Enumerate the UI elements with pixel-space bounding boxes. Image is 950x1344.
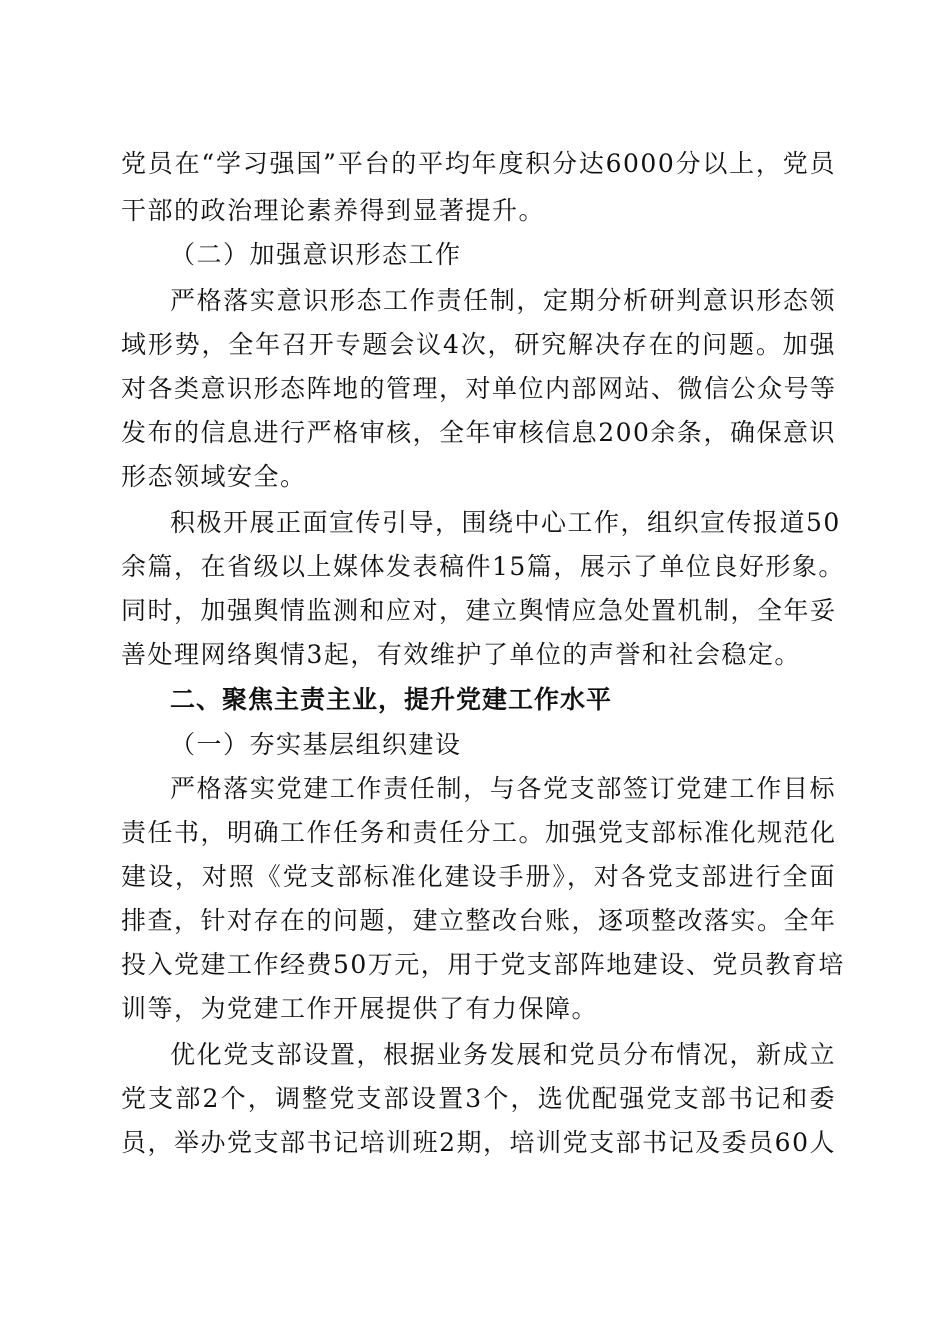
paragraph-line: 域形势，全年召开专题会议4次，研究解决存在的问题。加强 <box>121 330 836 359</box>
paragraph-line: 干部的政治理论素养得到显著提升。 <box>121 196 546 225</box>
paragraph-line: 积极开展正面宣传引导，围绕中心工作，组织宣传报道50 <box>170 508 841 537</box>
paragraph-line: 余篇，在省级以上媒体发表稿件15篇，展示了单位良好形象。 <box>121 552 845 581</box>
paragraph-line: 党支部2个，调整党支部设置3个，选优配强党支部书记和委 <box>121 1084 836 1113</box>
paragraph-line: 同时，加强舆情监测和应对，建立舆情应急处置机制，全年妥 <box>121 596 837 625</box>
paragraph-line: 严格落实党建工作责任制，与各党支部签订党建工作目标 <box>170 774 836 803</box>
paragraph-line: 建设，对照《党支部标准化建设手册》，对各党支部进行全面 <box>121 862 836 891</box>
paragraph-line: 党员在“学习强国”平台的平均年度积分达6000分以上，党员 <box>121 149 836 178</box>
paragraph-line: 对各类意识形态阵地的管理，对单位内部网站、微信公众号等 <box>121 374 837 403</box>
paragraph-line: 发布的信息进行严格审核，全年审核信息200余条，确保意识 <box>121 418 836 447</box>
paragraph-line: 投入党建工作经费50万元，用于党支部阵地建设、党员教育培 <box>121 950 845 979</box>
paragraph-line: 善处理网络舆情3起，有效维护了单位的声誉和社会稳定。 <box>121 640 801 669</box>
paragraph-line: 严格落实意识形态工作责任制，定期分析研判意识形态领 <box>170 286 836 315</box>
subsection-heading: （一）夯实基层组织建设 <box>170 730 462 759</box>
subsection-heading: （二）加强意识形态工作 <box>170 240 462 269</box>
paragraph-line: 优化党支部设置，根据业务发展和党员分布情况，新成立 <box>170 1040 836 1069</box>
paragraph-line: 员，举办党支部书记培训班2期，培训党支部书记及委员60人 <box>121 1128 836 1157</box>
section-heading: 二、聚焦主责主业，提升党建工作水平 <box>170 685 613 714</box>
paragraph-line: 责任书，明确工作任务和责任分工。加强党支部标准化规范化 <box>121 818 837 847</box>
paragraph-line: 形态领域安全。 <box>121 462 307 491</box>
paragraph-line: 训等，为党建工作开展提供了有力保障。 <box>121 994 599 1023</box>
paragraph-line: 排查，针对存在的问题，建立整改台账，逐项整改落实。全年 <box>121 906 837 935</box>
